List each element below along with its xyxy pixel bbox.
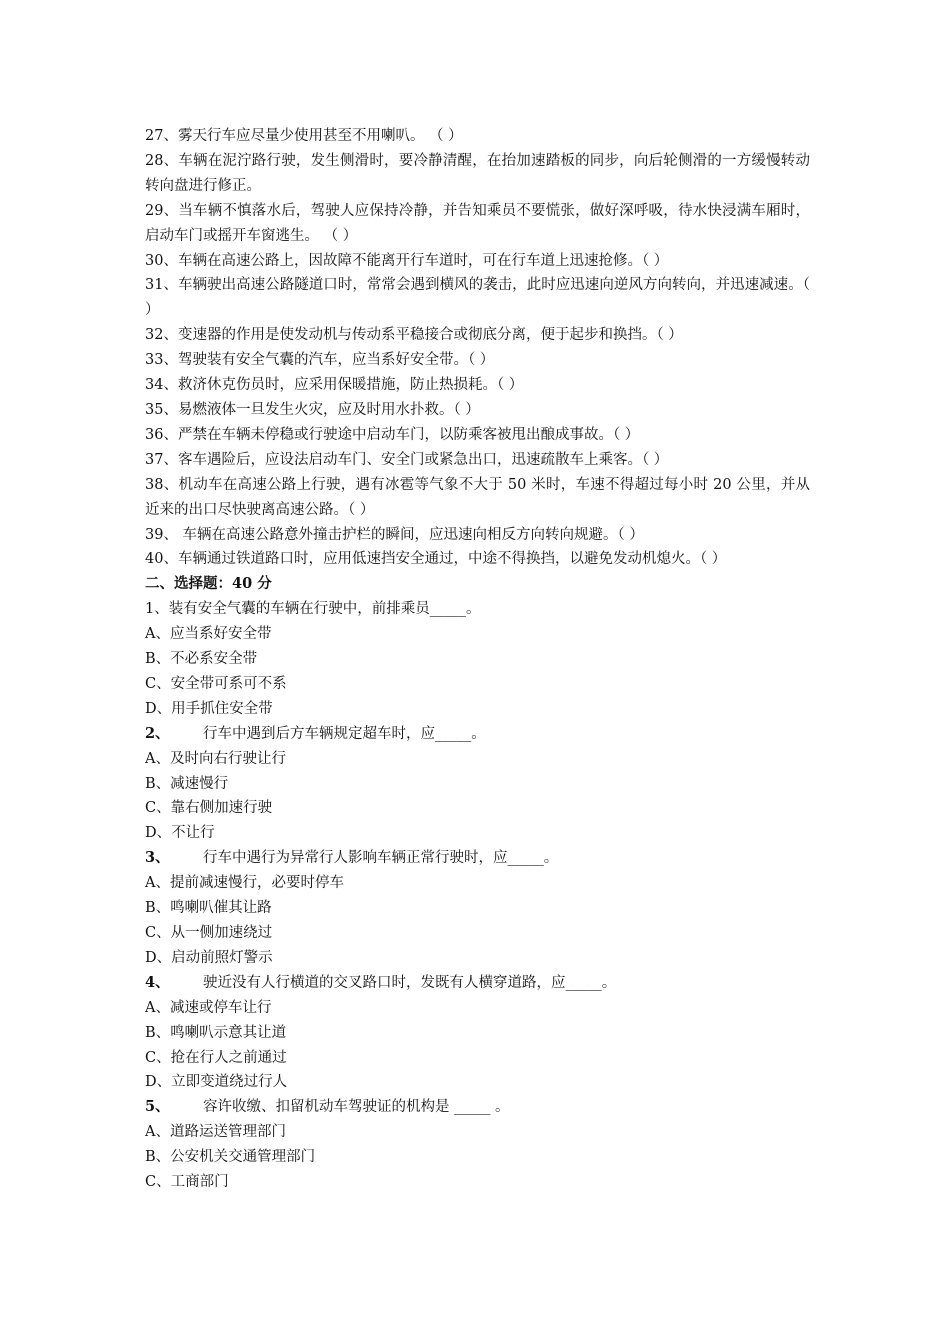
choice-4-option-a: A、减速或停车让行 (145, 999, 272, 1016)
choice-4-number: 4、 (145, 973, 170, 991)
choice-2-stem: 行车中遇到后方车辆规定超车时，应_____。 (203, 725, 486, 742)
choice-4-option-d: D、立即变道绕过行人 (145, 1074, 288, 1091)
judgment-37: 37、客车遇险后，应设法启动车门、安全门或紧急出口，迅速疏散车上乘客。（ ） (145, 451, 669, 468)
judgment-28: 28、车辆在泥泞路行驶，发生侧滑时，要冷静清醒，在抬加速踏板的同步，向后轮侧滑的一方缓慢转动转向盘进行修正。 (145, 152, 810, 194)
judgment-32: 32、变速器的作用是使发动机与传动系平稳接合或彻底分离，便于起步和换挡。（ ） (145, 327, 683, 344)
judgment-39: 39、 车辆在高速公路意外撞击护栏的瞬间，应迅速向相反方向转向规避。（ ） (145, 526, 644, 543)
choice-2-option-b: B、减速慢行 (145, 775, 229, 792)
judgment-31: 31、车辆驶出高速公路隧道口时，常常会遇到横风的袭击，此时应迅速向逆风方向转向，并迅速减速。（ ） (145, 277, 810, 319)
choice-2-option-a: A、及时向右行驶让行 (145, 750, 286, 767)
choice-3-option-c: C、从一侧加速绕过 (145, 925, 273, 941)
judgment-27: 27、雾天行车应尽量少使用甚至不用喇叭。 （ ） (145, 128, 463, 144)
judgment-30: 30、车辆在高速公路上，因故障不能离开行车道时，可在行车道上迅速抢修。（ ） (145, 252, 669, 269)
choice-5-option-b: B、公安机关交通管理部门 (145, 1149, 316, 1166)
choice-3-question (145, 846, 810, 871)
choice-5-stem: 容许收缴、扣留机动车驾驶证的机构是 _____ 。 (203, 1099, 510, 1116)
judgment-38: 38、机动车在高速公路上行驶，遇有冰雹等气象不大于 50 米时，车速不得超过每小时 20 公里，并从近来的出口尽快驶离高速公路。（ ） (145, 476, 810, 518)
choice-4-stem: 驶近没有人行横道的交叉路口时，发既有人横穿道路，应_____。 (203, 974, 617, 991)
choice-2-option-d: D、不让行 (145, 825, 215, 842)
judgment-34: 34、救济休克伤员时，应采用保暖措施，防止热损耗。（ ） (145, 377, 524, 394)
judgment-36: 36、严禁在车辆未停稳或行驶途中启动车门，以防乘客被甩出酿成事故。（ ） (145, 426, 640, 443)
choice-3-option-d: D、启动前照灯警示 (145, 949, 273, 966)
section-title-choice: 二、选择题：40 分 (145, 575, 272, 593)
judgment-29: 29、当车辆不慎落水后，驾驶人应保持冷静，并告知乘员不要慌张，做好深呼吸，待水快浸满车厢时，启动车门或摇开车窗逃生。 （ ） (145, 202, 810, 244)
choice-3-option-b: B、鸣喇叭催其让路 (145, 900, 272, 917)
choice-2-number: 2、 (145, 724, 170, 742)
choice-3-stem: 行车中遇行为异常行人影响车辆正常行驶时，应_____。 (203, 850, 559, 867)
choice-4-option-b: B、鸣喇叭示意其让道 (145, 1024, 287, 1041)
choice-1-option-d: D、用手抓住安全带 (145, 700, 273, 717)
choice-1-stem: 1、装有安全气囊的车辆在行驶中，前排乘员_____。 (145, 601, 481, 618)
judgment-35: 35、易燃液体一旦发生火灾，应及时用水扑救。（ ） (145, 401, 480, 418)
choice-1-option-b: B、不必系安全带 (145, 651, 258, 668)
choice-5-question (145, 1095, 810, 1120)
choice-1-option-c: C、安全带可系可不系 (145, 675, 287, 692)
choice-1-option-a: A、应当系好安全带 (145, 626, 272, 643)
document-page (145, 124, 810, 1195)
judgment-33: 33、驾驶装有安全气囊的汽车，应当系好安全带。（ ） (145, 352, 495, 369)
choice-5-option-a: A、道路运送管理部门 (145, 1124, 286, 1141)
choice-4-question (145, 971, 810, 996)
choice-4-option-c: C、抢在行人之前通过 (145, 1049, 287, 1066)
choice-3-option-a: A、提前减速慢行，必要时停车 (145, 875, 344, 892)
choice-5-option-c: C、工商部门 (145, 1174, 229, 1191)
judgment-40: 40、车辆通过铁道路口时，应用低速挡安全通过，中途不得换挡，以避免发动机熄火。（ ） (145, 551, 727, 568)
choice-2-option-c: C、靠右侧加速行驶 (145, 800, 273, 817)
choice-2-question (145, 722, 810, 747)
choice-5-number: 5、 (145, 1098, 170, 1116)
choice-3-number: 3、 (145, 849, 170, 867)
